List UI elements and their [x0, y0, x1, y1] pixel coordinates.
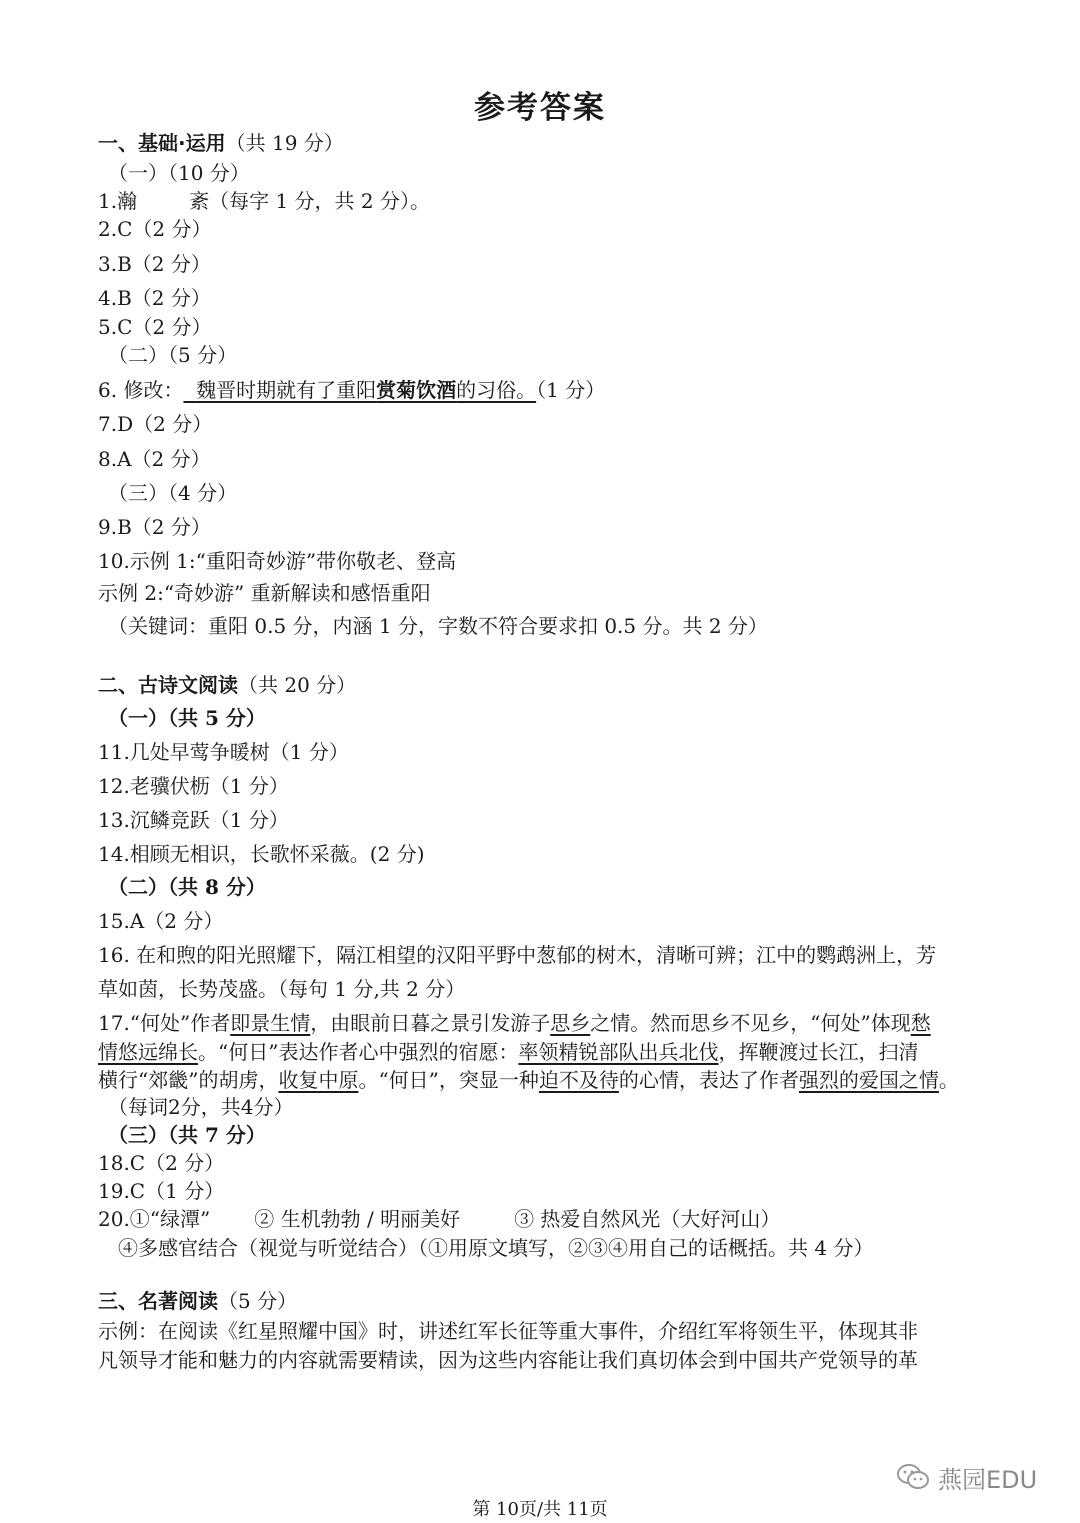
answer-19: 19.C（1 分）	[98, 1179, 225, 1203]
answer-14: 14.相顾无相识，长歌怀采薇。(2 分)	[98, 842, 425, 866]
section-3-heading-line	[98, 1288, 998, 1314]
answer-17-line-2: 情悠远绵长。“何日”表达作者心中强烈的宿愿：率领精锐部队出兵北伐，挥鞭渡过长江，扫清	[98, 1040, 919, 1064]
section-2-heading: 二、古诗文阅读	[98, 673, 238, 697]
answer-13: 13.沉鳞竞跃（1 分）	[98, 808, 289, 832]
answer-7: 7.D（2 分）	[98, 412, 213, 436]
part-2-label: （二）（5 分）	[108, 343, 238, 367]
part-2-2-label: （二）（共 8 分）	[108, 875, 266, 899]
section-1-heading-line	[98, 130, 998, 156]
answer-6-score: （1 分）	[536, 378, 606, 402]
answer-10-example-2: 示例 2:“奇妙游” 重新解读和感悟重阳	[98, 581, 431, 605]
answer-6-label: 6. 修改：	[98, 378, 184, 402]
answer-20-line-1: 20.①“绿潭” ② 生机勃勃 / 明丽美好 ③ 热爱自然风光（大好河山）	[98, 1207, 781, 1231]
part-2-1-label: （一）（共 5 分）	[108, 706, 266, 730]
answer-5: 5.C（2 分）	[98, 315, 212, 339]
section-3-points: （5 分）	[218, 1289, 298, 1313]
section-1-heading: 一、基础·运用	[98, 131, 226, 155]
page-title: 参考答案	[474, 90, 606, 126]
section-1-points: （共 19 分）	[225, 131, 344, 155]
section-3-text-line-1: 示例：在阅读《红星照耀中国》时，讲述红军长征等重大事件，介绍红军将领生平，体现其非	[98, 1319, 918, 1343]
answer-10-scoring: （关键词：重阳 0.5 分，内涵 1 分，字数不符合要求扣 0.5 分。共 2 分）	[108, 614, 768, 638]
keyword-underline: 愁	[910, 1011, 931, 1035]
section-3-text-line-2: 凡领导才能和魅力的内容就需要精读，因为这些内容能让我们真切体会到中国共产党领导的革	[98, 1348, 918, 1372]
wechat-icon	[896, 1462, 930, 1492]
keyword-underline: 迫不及待	[538, 1068, 619, 1092]
keyword-underline: 情悠远绵长	[98, 1040, 198, 1064]
part-1-label: （一）（10 分）	[108, 161, 250, 185]
answer-16-line-2: 草如茵，长势茂盛。（每句 1 分,共 2 分）	[98, 977, 466, 1001]
section-2-heading-line	[98, 672, 998, 698]
answer-15: 15.A（2 分）	[98, 909, 224, 933]
answer-6-revision: 魏晋时期就有了重阳赏菊饮酒的习俗。	[196, 378, 537, 402]
keyword-underline: 思乡	[550, 1011, 591, 1035]
keyword-underline: 率领精锐部队出兵北伐	[518, 1040, 719, 1064]
keyword-underline: 强烈的爱国之情	[798, 1068, 939, 1092]
answer-12: 12.老骥伏枥（1 分）	[98, 774, 289, 798]
answer-11: 11.几处早莺争暖树（1 分）	[98, 740, 349, 764]
answer-10-example-1: 10.示例 1:“重阳奇妙游”带你敬老、登高	[98, 549, 457, 573]
answer-1	[98, 188, 998, 214]
section-3-heading: 三、名著阅读	[98, 1289, 218, 1313]
keyword-underline: 收复中原	[278, 1068, 359, 1092]
page-footer: 第 10页/共 11页	[472, 1499, 608, 1520]
watermark	[896, 1460, 1037, 1494]
answer-20-line-2: ④多感官结合（视觉与听觉结合）（①用原文填写，②③④用自己的话概括。共 4 分）	[118, 1236, 874, 1260]
answer-17-scoring: （每词2分，共4分）	[108, 1095, 294, 1119]
answer-1-char-1: 1.瀚	[98, 189, 138, 213]
answer-6	[98, 377, 998, 403]
answer-2: 2.C（2 分）	[98, 217, 212, 241]
answer-17-line-3: 横行“郊畿”的胡虏，收复中原。“何日”，突显一种迫不及待的心情，表达了作者强烈的爱国之情。	[98, 1068, 959, 1092]
answer-17-line-1: 17.“何处”作者即景生情，由眼前日暮之景引发游子思乡之情。然而思乡不见乡，“何处”体现愁	[98, 1011, 931, 1035]
section-2-points: （共 20 分）	[238, 673, 357, 697]
watermark-text: 燕园EDU	[938, 1465, 1038, 1494]
answer-8: 8.A（2 分）	[98, 447, 211, 471]
answer-18: 18.C（2 分）	[98, 1151, 225, 1175]
part-2-3-label: （三）（共 7 分）	[108, 1123, 266, 1147]
answer-16-line-1: 16. 在和煦的阳光照耀下，隔江相望的汉阳平野中葱郁的树木，清晰可辨；江中的鹦鹉洲上，芳	[98, 943, 937, 967]
keyword-underline: 即景生情	[230, 1011, 311, 1035]
answer-1-char-2: 紊（每字 1 分，共 2 分）。	[189, 189, 430, 213]
answer-9: 9.B（2 分）	[98, 515, 211, 539]
answer-4: 4.B（2 分）	[98, 286, 211, 310]
answer-3: 3.B（2 分）	[98, 252, 211, 276]
part-3-label: （三）（4 分）	[108, 481, 238, 505]
